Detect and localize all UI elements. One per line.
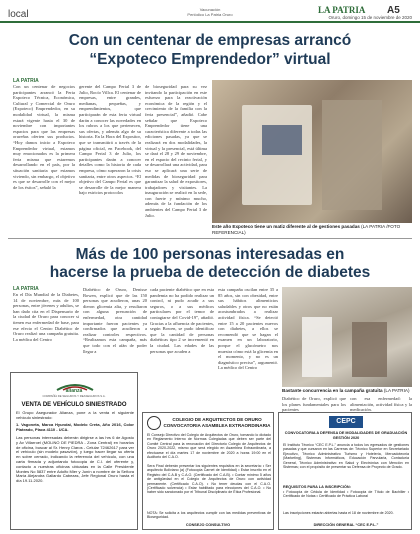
cepc-logo: CEPC <box>329 416 363 428</box>
header-date: Oruro, domingo 15 de noviembre de 2020 <box>328 15 412 20</box>
cepc-title-line1: CONVOCATORIA A DEFENSA DE MODALIDADES DE GRADUACIÓN <box>284 431 408 435</box>
cepc-requirements-title: REQUISITOS PARA LA INSCRIPCIÓN: <box>283 485 351 489</box>
art2-col4: esta campaña oscilan entre 35 a 85 años, sin con obesidad, entre sus hábitos alimenticios saludables y otros que no están acostumbrados a realizar actividad física. “Se detectó entre 15 a 20 pacientes nuevos con diabetes, a ellos se recomendó que se hagan el examen en un laboratorio, porque el glucómetro nos muestra cómo está la glicemia en el momento, y no es un diagnóstico preciso”, argumentó. La médico del Centro <box>218 287 278 371</box>
arquitectos-requirements: Sera Final deberán presentar los siguientes requisitos en la secretaría: • Ser arquitecto Boliviano (a) (Fotocopia Carnet de Identidad) • Estar inscrito en el Registro del C.A.B y C.A.O. (Certificado del C.A.B). • Contar mínimo 5 años de antigüedad en el Colegio de Arquitectos de Oruro con actividad permanente. (Certificado C.A.O). • No tener deudas con el C.A.O. (Certificado solvencia) • Estar habilitado para elecciones del C.A.O. • No haber sido sancionado por el Tribunal Disciplinario de Ética Profesional. <box>147 464 271 495</box>
art1-byline: LA PATRIA <box>13 78 39 84</box>
art2-title-line1: Más de 100 personas interesadas en <box>75 246 345 263</box>
arquitectos-title-line1: COLEGIO DE ARQUITECTOS DE ORURO <box>172 417 262 422</box>
art2-col3: cada paciente diabético que en esta pandemia no ha podido realizar un control, ni pudo acudir a sus seguros, o a sus médicos particulares por el temor de contagiarse del Covid-19”, añadió. Gracias a la afluencia de pacientes, según Bowen, se pudo identificar que la cantidad de personas diabéticas tipo 2 se incrementó en la ciudad. Las edades de las personas que acuden a <box>150 287 214 354</box>
art2-title-line2: hacerse la prueba de detección de diabetes <box>49 264 371 281</box>
art1-caption-text: Este año Expoteco tiene un matiz diferente al de gestiones pasadas <box>212 224 360 229</box>
arquitectos-note: NOTA: Se solicita a los arquitectos cumplir con las medidas preventivas de Bioseguridad. <box>147 511 271 520</box>
newspaper-logo: LA PATRIA <box>318 5 366 15</box>
art1-title-line1: Con un centenar de empresas arrancó <box>68 32 352 49</box>
art1-title-line2: “Expoteco Emprendedor” virtual <box>89 51 331 68</box>
art1-col3: de bioseguridad para su vez invitando la participación en este esfuerzo para la reactivación económica de la región y el crecimiento de la familia con la feria presencial”, añadió. Cabe señalar que Expoteco Emprendedor tiene una característica diferente a todas las ediciones pasadas, ya que se realizará en dos modalidades, la virtual y la presencial, está última se dará el 28 y 29 de noviembre, en el espacio del recinto ferial, y se desarrollará una actividad, para eso se aplicará una serie de medidas de bioseguridad para garantizar la salud de expositores, trabajadores y visitantes. La inauguración se realizó en la sede, con fuerte y mínimo mucho, además de la fundación de los ambientes del Campo Ferial 3 de Julio. <box>145 84 207 218</box>
cepc-sign: DIRECCIÓN GENERAL “CEC E.P.L.” <box>313 523 379 527</box>
section-label: local <box>8 9 29 20</box>
cepc-footer: Las inscripciones estarán abiertas hasta el 18 de noviembre de 2020. <box>283 511 394 515</box>
header-center-top: Vacunación <box>199 7 221 12</box>
art2-photo <box>282 287 412 387</box>
arquitectos-body: El Consejo Directivo del Colegio de Arquitectos de Oruro, tomando lo dictado en Reglamento Interno de Normas Colegiadas que deben ser parte del Comité Central para la renovación del Directorio Colegio de Arquitectos de Oruro 2020-2022, mismo que será elegido en Asamblea Extraordinaria, a efectuarse el día martes 17 de noviembre de 2020 a horas 19:00 en el Auditorio del C.A.O. <box>147 433 271 460</box>
art2-col5: Diabético de Oruro, explicó que los planes fundamentales para los pacientes <box>282 396 346 413</box>
cepc-ad <box>278 412 412 530</box>
cepc-requirements: • Fotocopia de Cédula de Identidad • Fotocopia de Título de Bachiller • Certificado de Notas • Certificado de Práctica Laboral <box>283 490 409 499</box>
alianza-brand: alianza <box>65 388 83 394</box>
art1-caption <box>212 224 412 235</box>
arquitectos-sign: CONSEJO CONSULTIVO <box>185 523 231 527</box>
alianza-item: 1. Vagoneta, Marca Hyundai, Modelo Creta, Año 2016, Color Plateado, Placa 4110 - UCA. <box>16 422 134 432</box>
art2-byline: LA PATRIA <box>13 286 39 292</box>
header-rule <box>0 21 420 23</box>
art2-col1: En el Día Mundial de la Diabetes, 14 de noviembre, más de 100 personas, entre jóvenes y adultos, se han dado cita en el Dispensario de la ciudad de Oruro para conocer si tienen esa enfermedad de base, para ese efecto el Centro Diabético de Oruro realizó una campaña gratuita. La médica del Centro <box>13 292 79 342</box>
cepc-body: El Instituto Técnico “CEC E.P.L.” anuncia a todos los egresados de gestiones pasadas y que cursaron en las Carreras de: Técnico Superior en Secretariado Ejecutivo, Técnico Administrativo Turismo y Hotelería, Mercadotecnia (Marketing), Sistemas Informáticos, Educación Parvularia, Contaduría General, Técnico Administrativo en Salud y Electrónica con Mención en Sistemas; con el propósito de presentar su Defensa de Proyecto de Grado. <box>283 443 409 470</box>
arquitectos-seal-icon <box>147 416 161 430</box>
art2-caption-text: Bastante concurrencia en la campaña gratuita <box>282 388 383 393</box>
art1-col1: Con un centenar de negocios participantes arrancó la Feria Expoteco Técnica, Económica, Cultural y Comercial de Oruro (Expoteco) Emprendedor, en su modalidad virtual, la misma estará vigente hasta el 30 de noviembre con importantes espacios para que las empresas orureñas oferten sus productos. “Hoy damos inicio a Expoteco Emprendedor virtual, estamos muy emocionados es la primera feria misma que estaremos desarrollando en el país, por la situación sanitaria que estamos viviendo, sin embargo, el objetivo es que se desarrolle con el mejor de los éxitos”, señaló la <box>13 84 75 190</box>
art2-caption-source: (LA PATRIA) <box>383 388 410 393</box>
alianza-body: Las personas interesadas deberán dirigirse a las hrs 6 de Agosto y Av Villarroel (MOLINO DE PIEDRA - Zona Central) en horarios de oficina, buscar al Sr. Henry Claros - Celular 72462617 para ver el vehículo (sin modelo pasavión), y luego hacer llegar su oferta en sobre cerrado, indicando la referencia del vehículo, con una carta firmada y adjuntando fotocopia de C.I. del oferente y, contacto a nuestras oficinas ubicadas en la Calle Presidente Montes No 5837 entre Adolfo Mier y Junín a nombre de la Señora María Alejandra Gallardo Cabezas, Jefe Regional Oruro hasta el día 19.11.2020. <box>16 435 134 484</box>
arquitectos-ad <box>142 412 274 530</box>
art2-caption <box>282 388 412 394</box>
art2-col2: Diabético de Oruro, Denisse Bowen, explicó que de las 150 personas que acudieron, unas 20 dieron glicemia alta, y resultaron con alguna presunción de enfermedad, otra cantidad importante fueron pacientes ya confirmados que acudieron a realizar controles respectivos. “Realizamos esta campaña, más que todo con el afán de poder llegar a <box>83 287 147 354</box>
art1-photo <box>212 80 412 223</box>
alianza-ad <box>10 372 138 530</box>
page-number: A5 <box>387 5 400 16</box>
alianza-intro: El Grupo Asegurador Alianza, pone a la venta el siguiente vehículo siniestrado: <box>16 410 134 420</box>
header-center-bottom: Periódico La Patria Oruro <box>187 12 233 17</box>
alianza-brand-sub: COMPAÑÍA DE SEGUROS Y REASEGUROS S.A. <box>42 394 106 398</box>
arquitectos-title-line2: CONVOCATORIA ASAMBLEA EXTRAORDINARIA <box>163 423 271 428</box>
divider <box>8 238 412 239</box>
art1-col2: gerente del Campo Ferial 3 de Julio, Rocío Villca. El centenar de empresas, entre grandes, medianas, pequeñas, y emprendimientos, que participarán de esta feria virtual darán a conocer las novedades en los rubros a los que pertenecen, sus ofertas, y además algo de su historia. En la Hora del Expositor, que se transmitirá a través de la página oficial, en Facebook, del Campo Ferial 3 de Julio, los participantes darán a conocer detalles como la historia de cada empresa, cómo superaron la crisis sanitaria, entre otros aspectos. “El objetivo del Campo Ferial es que se desarrolle de la mejor manera bajo estrictos protocolos <box>79 84 141 196</box>
art2-col6: con esa enfermedad: la alimentación, actividad física y la medicación. <box>350 396 412 413</box>
alianza-title: VENTA DE VEHÍCULO SINIESTRADO <box>21 402 127 408</box>
art1-caption-source: (LA PATRIA /FOTO REFERENCIAL) <box>212 224 401 235</box>
cepc-title-line2: GESTIÓN 2020 <box>332 436 360 440</box>
